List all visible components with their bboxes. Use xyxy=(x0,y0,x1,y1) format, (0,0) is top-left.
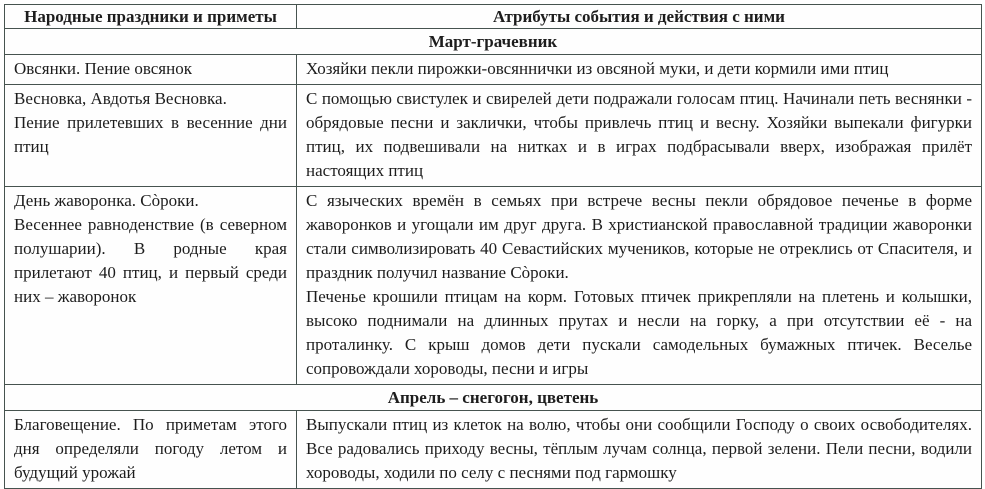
cell-text: Весновка, Авдотья Весновка. xyxy=(14,89,227,108)
cell-text: Хозяйки пекли пирожки-овсяннички из овсяной муки, и дети кормили ими птиц xyxy=(306,59,889,78)
section-row-march xyxy=(5,29,982,55)
folk-holidays-table xyxy=(4,4,982,489)
cell-text: Овсянки. Пение овсянок xyxy=(14,59,192,78)
section-title-april: Апрель – снегогон, цветень xyxy=(5,385,982,411)
section-row-april xyxy=(5,385,982,411)
cell-ovsyanki-description xyxy=(297,55,982,85)
cell-text: Благовещение. По приметам этого дня определяли погоду летом и будущий урожай xyxy=(14,415,287,482)
header-cell-attributes: Атрибуты события и действия с ними xyxy=(297,5,982,29)
cell-blagoveshchenie-description xyxy=(297,411,982,489)
cell-zhavoronok-name xyxy=(5,187,297,385)
cell-vesnovka-description xyxy=(297,85,982,187)
cell-blagoveshchenie-name xyxy=(5,411,297,489)
header-cell-holidays: Народные праздники и приметы xyxy=(5,5,297,29)
cell-vesnovka-name xyxy=(5,85,297,187)
cell-text: Пение прилетевших в весенние дни птиц xyxy=(14,113,287,156)
table-row xyxy=(5,187,982,385)
table-row xyxy=(5,411,982,489)
section-title-march: Март-грачевник xyxy=(5,29,982,55)
table-header-row xyxy=(5,5,982,29)
cell-text: С языческих времён в семьях при встрече весны пекли обрядовое печенье в форме жаворонков и угощали им друг друга. В христианской православной традиции жаворонки стали символизировать 40 Севастийских мучеников, которые не отреклись от Спасителя, и праздник получил название Сòроки. xyxy=(306,191,972,282)
cell-text: Выпускали птиц из клеток на волю, чтобы они сообщили Господу о своих освободителях. Все радовались приходу весны, тёплым лучам солнца, первой зелени. Пели песни, водили хороводы, ходили по селу с песнями под гармошку xyxy=(306,415,972,482)
cell-text: Весеннее равноденствие (в северном полушарии). В родные края прилетают 40 птиц, и первый среди них – жаворонок xyxy=(14,215,287,306)
table-row xyxy=(5,55,982,85)
cell-zhavoronok-description xyxy=(297,187,982,385)
cell-text: День жаворонка. Сòроки. xyxy=(14,191,199,210)
cell-text: Печенье крошили птицам на корм. Готовых птичек прикрепляли на плетень и колышки, высоко поднимали на длинных прутах и несли на горку, а при отсутствии её - на проталинку. С крыш домов дети пускали самодельных бумажных птичек. Веселье сопровождали хороводы, песни и игры xyxy=(306,287,972,378)
table-row xyxy=(5,85,982,187)
cell-text: С помощью свистулек и свирелей дети подражали голосам птиц. Начинали петь веснянки - обрядовые песни и заклички, чтобы привлечь птиц и весну. Хозяйки выпекали фигурки птиц, их подвешивали на нитках и в играх подбрасывали вверх, изображая прилёт настоящих птиц xyxy=(306,89,972,180)
cell-ovsyanki-name xyxy=(5,55,297,85)
